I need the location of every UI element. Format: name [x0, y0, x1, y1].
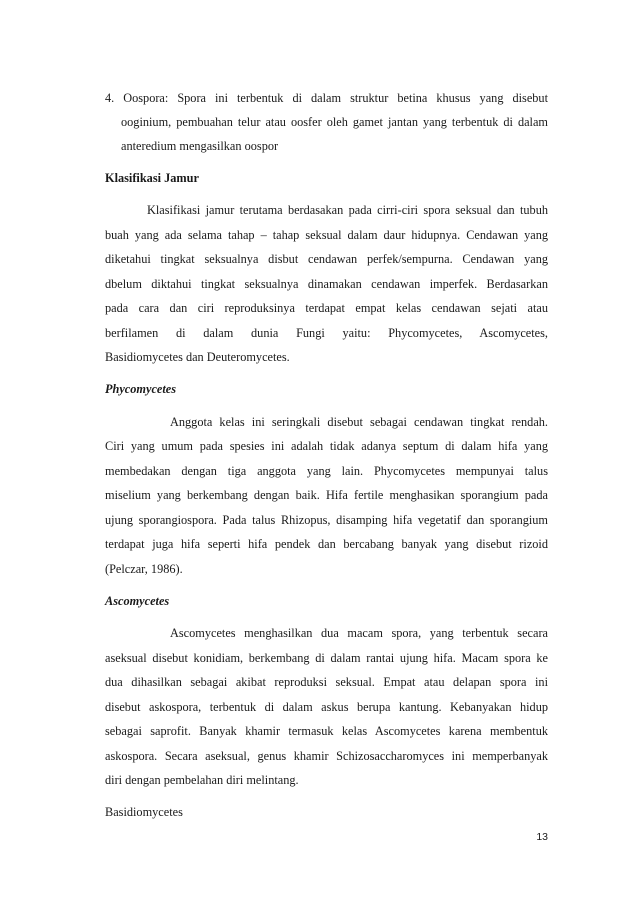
page-number: 13 [536, 831, 548, 843]
oospora-line-2: ooginium, pembuahan telur atau oosfer oleh gamet jantan yang terbentuk di dalam [121, 115, 548, 129]
klasifikasi-line-4: dbelum diktahui tingkat seksualnya dinamakan cendawan imperfek. Berdasarkan [105, 277, 548, 291]
phycomycetes-line-6: terdapat juga hifa seperti hifa pendek dan bercabang banyak yang disebut rizoid [105, 537, 548, 551]
klasifikasi-line-1: Klasifikasi jamur terutama berdasakan pada cirri-ciri spora seksual dan tubuh [147, 203, 548, 217]
oospora-line-1: 4. Oospora: Spora ini terbentuk di dalam struktur betina khusus yang disebut [105, 91, 548, 105]
phycomycetes-heading: Phycomycetes [105, 382, 177, 396]
ascomycetes-line-6: askospora. Secara aseksual, genus khamir Schizosaccharomyces ini memperbanyak [105, 749, 548, 763]
basidiomycetes-heading: Basidiomycetes [105, 805, 183, 819]
phycomycetes-line-3: membedakan dengan tiga anggota yang lain. Phycomycetes mempunyai talus [105, 464, 548, 478]
phycomycetes-line-5: ujung sporangiospora. Pada talus Rhizopus, disamping hifa vegetatif dan sporangium [105, 513, 548, 527]
klasifikasi-line-5: pada cara dan ciri reproduksinya terdapat empat kelas cendawan sejati atau [105, 301, 548, 315]
ascomycetes-line-3: dua dihasilkan sebagai akibat reproduksi seksual. Empat atau delapan spora ini [105, 675, 548, 689]
klasifikasi-line-2: buah yang ada selama tahap – tahap seksual dalam daur hidupnya. Cendawan yang [105, 228, 548, 242]
klasifikasi-line-7: Basidiomycetes dan Deuteromycetes. [105, 350, 290, 364]
phycomycetes-line-7: (Pelczar, 1986). [105, 562, 183, 576]
ascomycetes-line-1: Ascomycetes menghasilkan dua macam spora, yang terbentuk secara [170, 626, 548, 640]
oospora-line-3: anteredium mengasilkan oospor [121, 139, 279, 153]
phycomycetes-line-2: Ciri yang umum pada spesies ini adalah tidak adanya septum di dalam hifa yang [105, 439, 548, 453]
ascomycetes-line-7: diri dengan pembelahan diri melintang. [105, 773, 299, 787]
klasifikasi-heading: Klasifikasi Jamur [105, 171, 199, 185]
ascomycetes-line-4: disebut askospora, terbentuk di dalam askus berupa kantung. Kebanyakan hidup [105, 700, 548, 714]
klasifikasi-line-3: diketahui tingkat seksualnya disbut cendawan perfek/sempurna. Cendawan yang [105, 252, 548, 266]
phycomycetes-line-4: miselium yang berkembang dengan baik. Hifa fertile menghasikan sporangium pada [105, 488, 548, 502]
ascomycetes-line-5: sebagai saprofit. Banyak khamir termasuk kelas Ascomycetes karena membentuk [105, 724, 548, 738]
klasifikasi-line-6: berfilamen di dalam dunia Fungi yaitu: Phycomycetes, Ascomycetes, [105, 326, 548, 340]
ascomycetes-line-2: aseksual disebut konidiam, berkembang di dalam rantai ujung hifa. Macam spora ke [105, 651, 548, 665]
phycomycetes-line-1: Anggota kelas ini seringkali disebut sebagai cendawan tingkat rendah. [170, 415, 548, 429]
ascomycetes-heading: Ascomycetes [105, 594, 170, 608]
